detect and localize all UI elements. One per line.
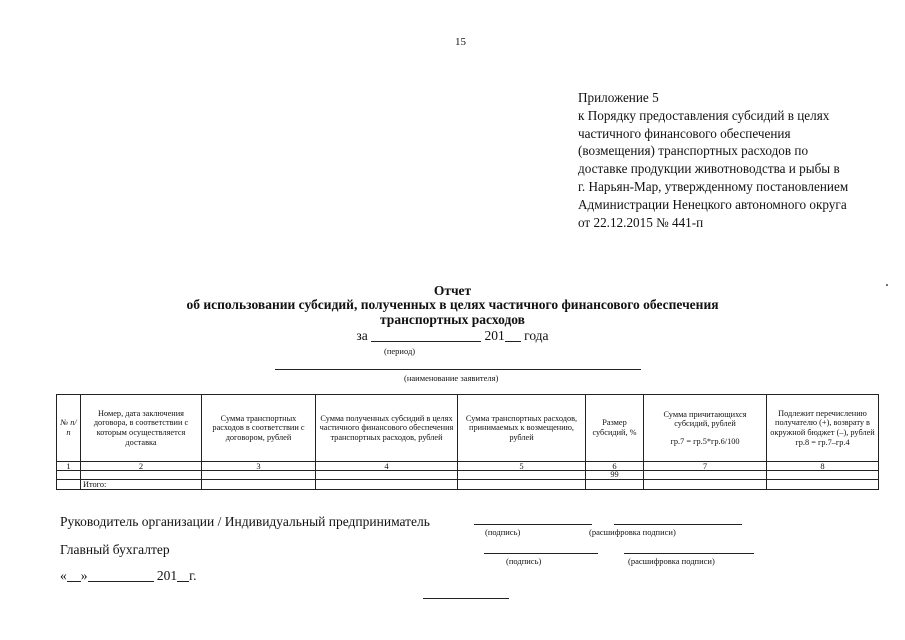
manager-signature-line (474, 524, 592, 525)
decoding-caption: (расшифровка подписи) (628, 556, 715, 566)
header-cell: Номер, дата заключения договора, в соответствии с которым осуществляется доставка (81, 395, 202, 462)
signature-caption: (подпись) (506, 556, 542, 566)
rate-cell: 99 (586, 471, 644, 480)
appendix-line: Приложение 5 (578, 90, 659, 105)
header-cell (767, 395, 879, 462)
appendix-line: частичного финансового обеспечения (578, 125, 791, 141)
appendix-line: Администрации Ненецкого автономного округа (578, 196, 847, 212)
table-cell (767, 480, 879, 490)
signature-caption: (подпись) (485, 527, 521, 537)
column-number-row (57, 462, 879, 471)
date-year: 201 (156, 568, 178, 583)
report-subtitle: об использовании субсидий, полученных в целях частичного финансового обеспечения (186, 297, 719, 312)
appendix-line: доставке продукции животноводства и рыбы в (578, 161, 840, 177)
total-label: Итого: (81, 480, 202, 490)
applicant-line (275, 369, 641, 370)
column-number: 4 (316, 462, 458, 471)
decoding-caption: (расшифровка подписи) (589, 527, 676, 537)
appendix-block (578, 89, 878, 231)
day-blank (67, 569, 81, 582)
table-cell (644, 471, 767, 480)
period-blank (371, 329, 481, 342)
column-number: 6 (586, 462, 644, 471)
appendix-line: от 22.12.2015 № 441-п (578, 214, 704, 230)
table-cell (57, 471, 81, 480)
year-blank (177, 569, 189, 582)
accountant-label: Главный бухгалтер (60, 542, 170, 557)
period-caption: (период) (384, 346, 416, 356)
header-cell: Сумма полученных субсидий в целях частичного финансового обеспечения транспортных расходов, рублей (316, 395, 458, 462)
table-cell (644, 480, 767, 490)
period-prefix: за (356, 328, 368, 343)
header-formula: гр.7 = гр.5*гр.6/100 (670, 436, 740, 446)
column-number: 5 (458, 462, 586, 471)
accountant-decoding-line (624, 553, 754, 554)
period-line (0, 328, 905, 344)
table-cell (202, 471, 316, 480)
quote-open: « (60, 568, 67, 583)
table-cell (458, 480, 586, 490)
report-table (56, 394, 879, 490)
total-row (57, 480, 879, 490)
header-text: Подлежит перечислению получателю (+), возврату в окружной бюджет (–), рублей (770, 408, 875, 437)
table-cell (767, 471, 879, 480)
column-number: 1 (57, 462, 81, 471)
report-title: Отчет (433, 283, 472, 298)
manager-label: Руководитель организации / Индивидуальный предприниматель (60, 514, 430, 529)
month-blank (88, 569, 154, 582)
header-text: Сумма причитающихся субсидий, рублей (663, 409, 747, 429)
quote-close: » (80, 568, 88, 583)
period-suffix: года (524, 328, 549, 343)
column-number: 3 (202, 462, 316, 471)
table-cell (81, 471, 202, 480)
header-cell: Сумма транспортных расходов, принимаемых к возмещению, рублей (458, 395, 586, 462)
date-line (60, 568, 197, 584)
column-number: 2 (81, 462, 202, 471)
appendix-line: (возмещения) транспортных расходов по (578, 143, 809, 159)
column-number: 7 (644, 462, 767, 471)
table-cell (586, 480, 644, 490)
header-cell: № п/п (57, 395, 81, 462)
header-cell: Сумма транспортных расходов в соответствии с договором, рублей (202, 395, 316, 462)
date-suffix: г. (189, 568, 197, 583)
footer-line (423, 598, 509, 599)
header-cell: Размер субсидий, % (586, 395, 644, 462)
scan-dot (886, 284, 888, 286)
table-cell (57, 480, 81, 490)
accountant-signature-line (484, 553, 598, 554)
appendix-line: г. Нарьян-Мар, утвержденному постановлением (578, 178, 849, 194)
table-cell (202, 480, 316, 490)
table-cell (316, 480, 458, 490)
header-cell (644, 395, 767, 462)
page-number: 15 (455, 36, 466, 48)
table-cell (458, 471, 586, 480)
table-cell (316, 471, 458, 480)
appendix-line: к Порядку предоставления субсидий в целях (578, 107, 830, 123)
column-number: 8 (767, 462, 879, 471)
period-year: 201 (484, 328, 505, 343)
header-formula: гр.8 = гр.7–гр.4 (795, 437, 850, 447)
manager-decoding-line (614, 524, 742, 525)
data-row (57, 471, 879, 480)
applicant-caption: (наименование заявителя) (404, 373, 499, 383)
year-blank (505, 329, 521, 342)
header-row (57, 395, 879, 462)
report-subtitle-cont: транспортных расходов (380, 312, 525, 327)
